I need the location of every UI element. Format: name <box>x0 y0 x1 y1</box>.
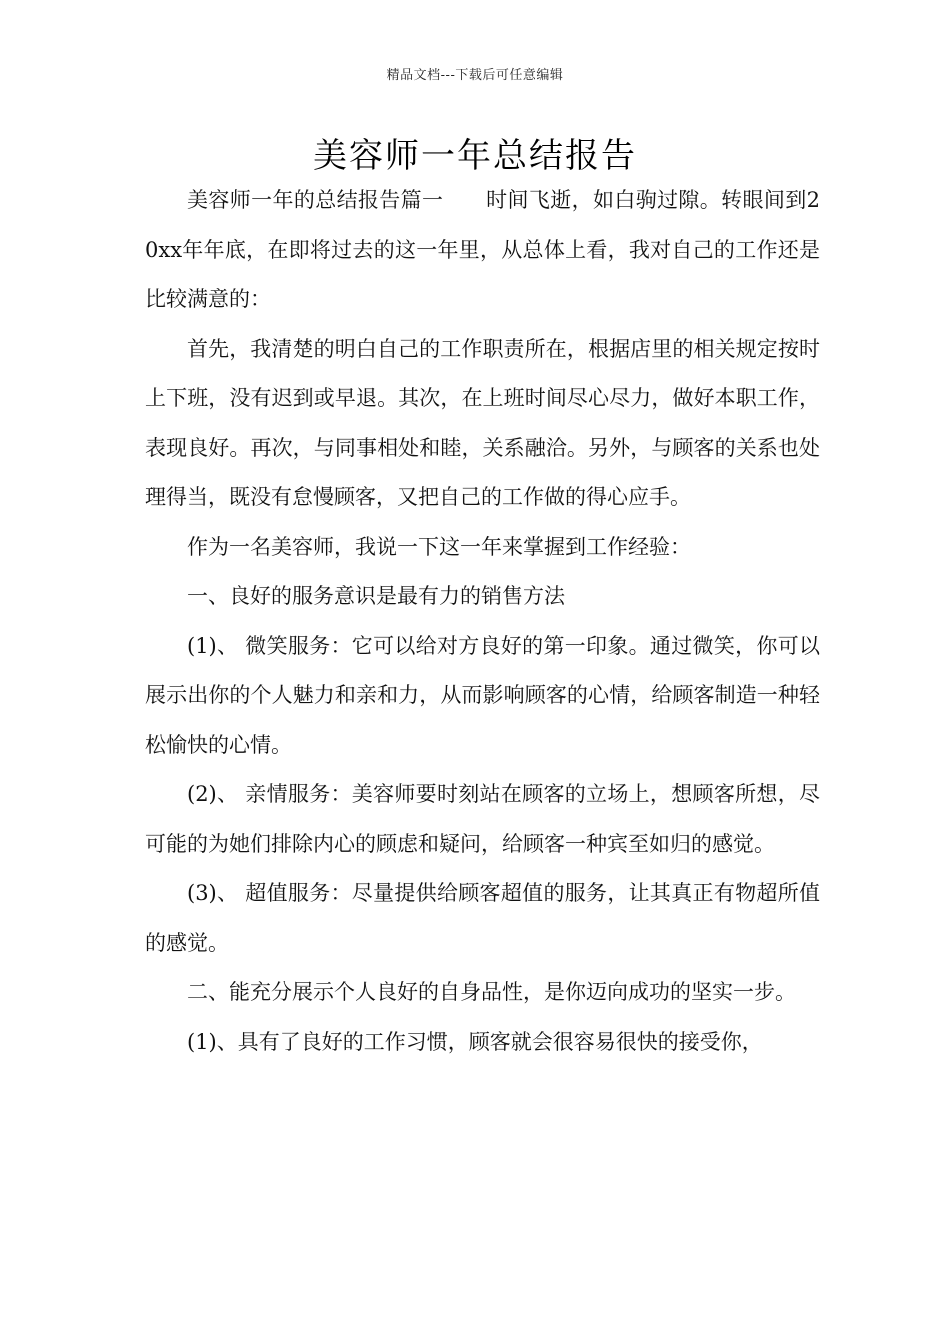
paragraph: (1)、 微笑服务：它可以给对方良好的第一印象。通过微笑，你可以展示出你的个人魅力和亲和力，从而影响顾客的心情，给顾客制造一种轻松愉快的心情。 <box>145 633 820 757</box>
document-title: 美容师一年总结报告 <box>313 136 637 176</box>
page-header: 精品文档---下载后可任意编辑 <box>386 68 564 83</box>
paragraph: 美容师一年的总结报告篇一 时间飞逝，如白驹过隙。转眼间到20xx年年底，在即将过去的这一年里，从总体上看，我对自己的工作还是比较满意的： <box>145 188 820 311</box>
paragraph: 首先，我清楚的明白自己的工作职责所在，根据店里的相关规定按时上下班，没有迟到或早退。其次，在上班时间尽心尽力，做好本职工作，表现良好。再次，与同事相处和睦，关系融洽。另外，与顾客的关系也处理得当，既没有怠慢顾客，又把自己的工作做的得心应手。 <box>145 336 820 509</box>
paragraph: (2)、 亲情服务：美容师要时刻站在顾客的立场上，想顾客所想，尽可能的为她们排除内心的顾虑和疑问，给顾客一种宾至如归的感觉。 <box>145 782 820 856</box>
paragraph: (1)、具有了良好的工作习惯，顾客就会很容易很快的接受你， <box>187 1029 763 1054</box>
document-body <box>145 176 820 1067</box>
paragraph: (3)、 超值服务：尽量提供给顾客超值的服务，让其真正有物超所值的感觉。 <box>145 881 820 955</box>
section-heading: 二、能充分展示个人良好的自身品性，是你迈向成功的坚实一步。 <box>187 980 796 1004</box>
section-heading: 一、良好的服务意识是最有力的销售方法 <box>187 584 565 608</box>
paragraph: 作为一名美容师，我说一下这一年来掌握到工作经验： <box>187 534 691 559</box>
